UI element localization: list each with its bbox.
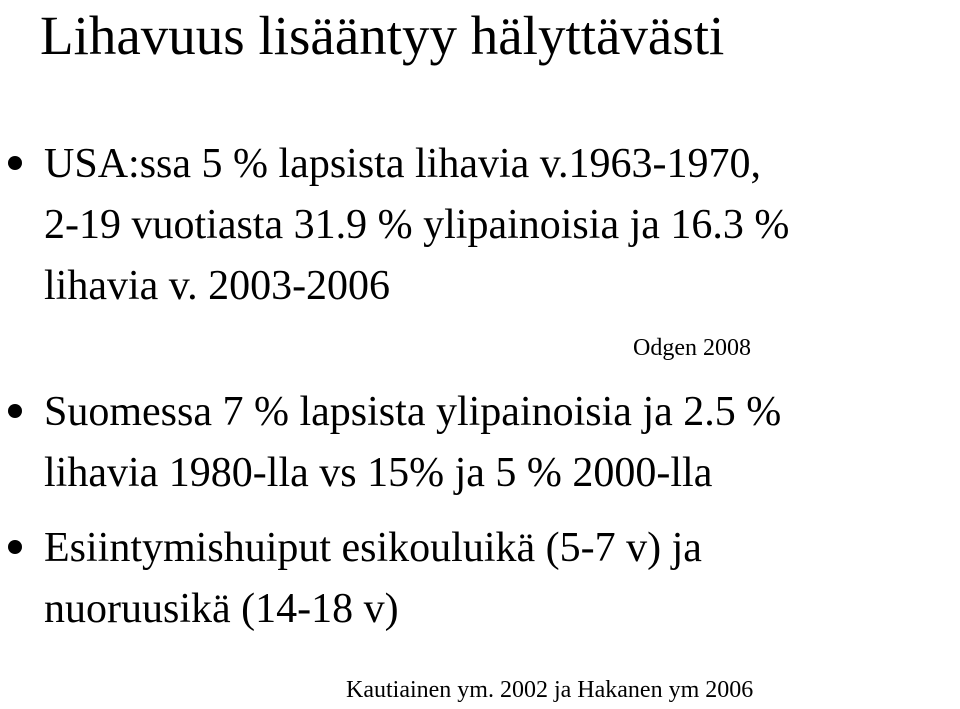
bullet-text: [44, 134, 789, 317]
bullet-text: [44, 518, 702, 640]
bullet-icon: [8, 540, 22, 554]
citation-kautiainen: Kautiainen ym. 2002 ja Hakanen ym 2006: [346, 677, 754, 703]
bullet-line: lihavia v. 2003-2006: [44, 263, 391, 309]
bullet-icon: [8, 404, 22, 418]
bullet-icon: [8, 156, 22, 170]
bullet-line: lihavia 1980-lla vs 15% ja 5 % 2000-lla: [44, 450, 713, 496]
bullet-line: nuoruusikä (14-18 v): [44, 586, 399, 632]
citation-odgen: Odgen 2008: [633, 335, 751, 361]
bullet-line: Esiintymishuiput esikouluikä (5-7 v) ja: [44, 525, 702, 571]
bullet-line: Suomessa 7 % lapsista ylipainoisia ja 2.5 %: [44, 389, 782, 435]
bullet-line: 2-19 vuotiasta 31.9 % ylipainoisia ja 16.3 %: [44, 202, 790, 248]
slide-title: Lihavuus lisääntyy hälyttävästi: [40, 5, 725, 66]
bullet-line: USA:ssa 5 % lapsista lihavia v.1963-1970,: [44, 141, 762, 187]
bullet-text: [44, 382, 781, 504]
